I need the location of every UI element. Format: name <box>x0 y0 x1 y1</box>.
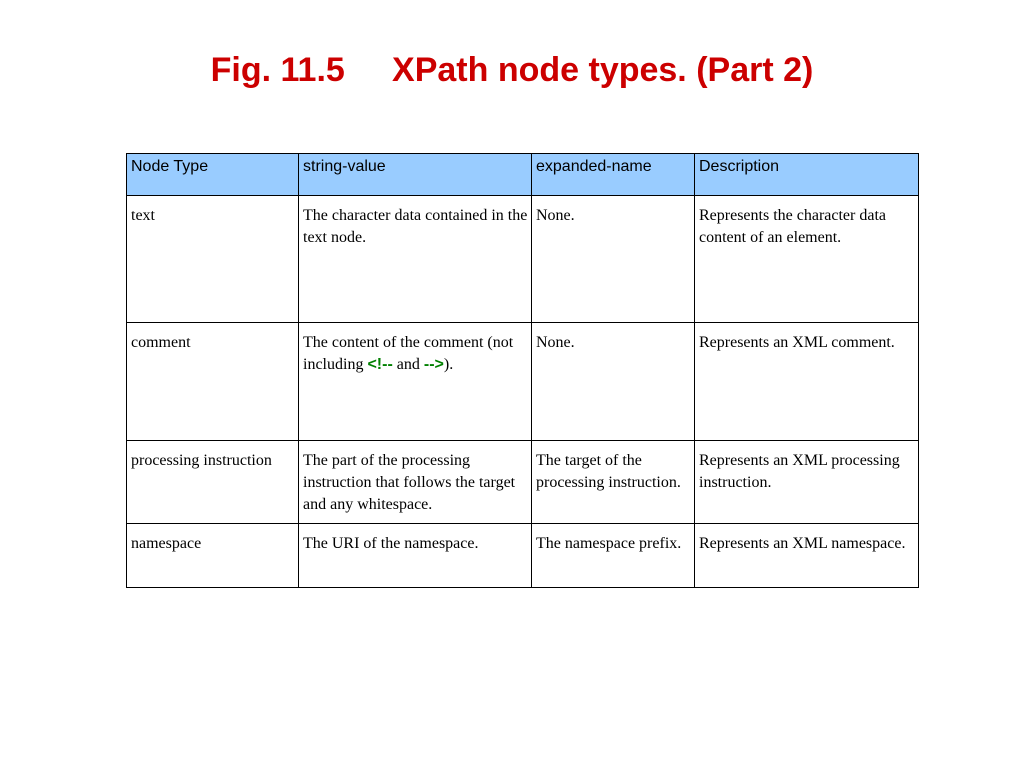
cell-string-value <box>299 323 532 441</box>
cell-expanded-name: None. <box>532 196 695 323</box>
cell-string-value: The URI of the namespace. <box>299 524 532 588</box>
header-expanded-name: expanded-name <box>532 154 695 196</box>
node-types-table <box>126 153 919 588</box>
string-value-text: and <box>392 356 424 373</box>
cell-string-value: The part of the processing instruction that follows the target and any whitespace. <box>299 441 532 524</box>
cell-expanded-name: The target of the processing instruction. <box>532 441 695 524</box>
comment-open-token: <!-- <box>367 356 393 373</box>
cell-string-value: The character data contained in the text node. <box>299 196 532 323</box>
cell-expanded-name: None. <box>532 323 695 441</box>
cell-description: Represents the character data content of an element. <box>695 196 919 323</box>
table-row <box>127 441 919 524</box>
cell-node-type: processing instruction <box>127 441 299 524</box>
string-value-text: ). <box>443 356 454 373</box>
table-row <box>127 524 919 588</box>
cell-description: Represents an XML comment. <box>695 323 919 441</box>
table-row <box>127 323 919 441</box>
cell-node-type: namespace <box>127 524 299 588</box>
table-header-row <box>127 154 919 196</box>
cell-description: Represents an XML namespace. <box>695 524 919 588</box>
string-value-text: The content of the comment (not including <box>303 334 514 373</box>
comment-close-token: --> <box>423 356 444 373</box>
cell-expanded-name: The namespace prefix. <box>532 524 695 588</box>
cell-description: Represents an XML processing instruction. <box>695 441 919 524</box>
header-node-type: Node Type <box>127 154 299 196</box>
slide-title: Fig. 11.5 XPath node types. (Part 2) <box>210 51 814 89</box>
table-row <box>127 196 919 323</box>
header-description: Description <box>695 154 919 196</box>
cell-node-type: comment <box>127 323 299 441</box>
header-string-value: string-value <box>299 154 532 196</box>
cell-node-type: text <box>127 196 299 323</box>
